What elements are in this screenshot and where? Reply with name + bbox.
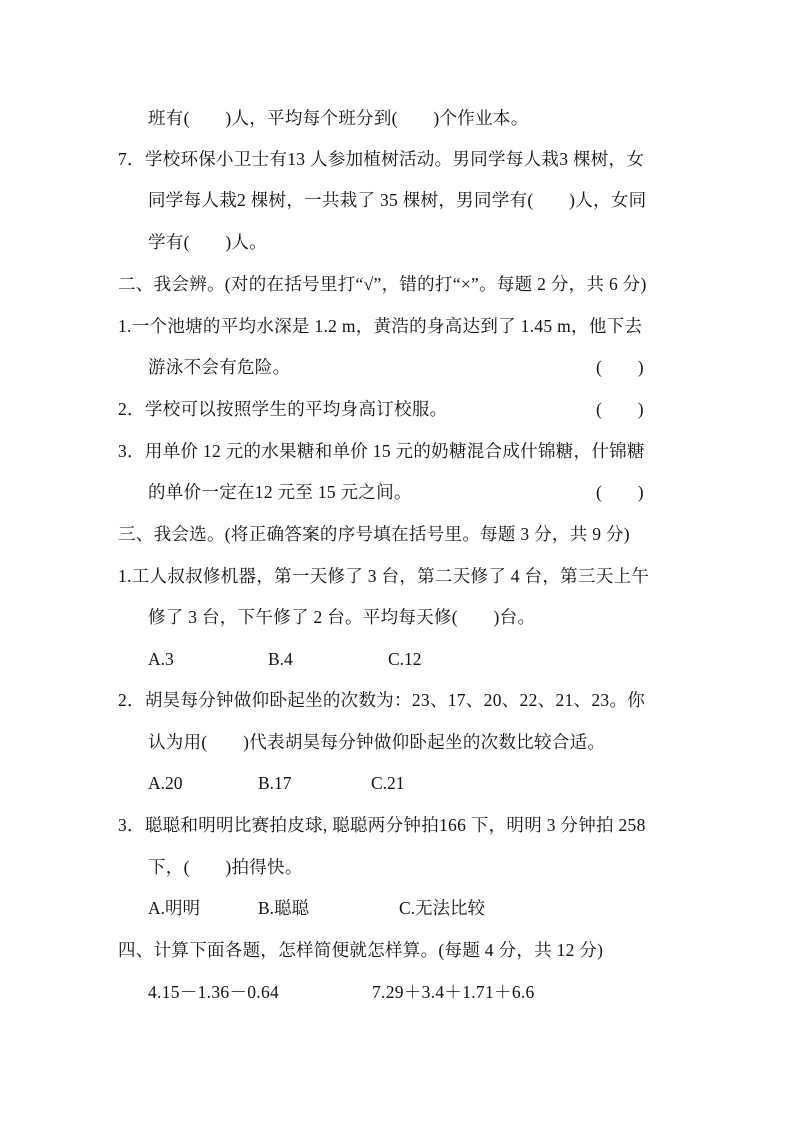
- choice-1-option-b[interactable]: B.4: [268, 649, 293, 669]
- choice-2-option-a[interactable]: A.20: [148, 773, 183, 793]
- choice-1-line-2: 修了 3 台，下午修了 2 台。平均每天修( )台。: [148, 607, 536, 627]
- choice-2-line-2: 认为用( )代表胡昊每分钟做仰卧起坐的次数比较合适。: [148, 732, 606, 752]
- judge-3-line-2: 的单价一定在12 元至 15 元之间。: [148, 482, 412, 502]
- choice-3-option-c[interactable]: C.无法比较: [399, 898, 486, 918]
- judge-2: 2．学校可以按照学生的平均身高订校服。: [118, 399, 448, 419]
- q7-line-1: 7．学校环保小卫士有13 人参加植树活动。男同学每人栽3 棵树，女: [118, 149, 645, 169]
- section-4-heading: 四、计算下面各题，怎样简便就怎样算。(每题 4 分，共 12 分): [118, 940, 604, 960]
- judge-3-line-1: 3．用单价 12 元的水果糖和单价 15 元的奶糖混合成什锦糖，什锦糖: [118, 441, 645, 461]
- judge-1-line-1: 1.一个池塘的平均水深是 1.2 m，黄浩的身高达到了 1.45 m，他下去: [118, 316, 643, 336]
- section-3-heading: 三、我会选。(将正确答案的序号填在括号里。每题 3 分，共 9 分): [118, 524, 630, 544]
- judge-3-answer-paren[interactable]: ( ): [596, 482, 644, 502]
- choice-3-option-a[interactable]: A.明明: [148, 898, 201, 918]
- section-2-heading: 二、我会辨。(对的在括号里打“√”，错的打“×”。每题 2 分，共 6 分): [118, 274, 647, 294]
- choice-2-option-b[interactable]: B.17: [258, 773, 292, 793]
- q6-continuation: 班有( )人，平均每个班分到( )个作业本。: [148, 108, 529, 128]
- q7-line-3: 学有( )人。: [148, 232, 268, 252]
- choice-1-line-1: 1.工人叔叔修机器，第一天修了 3 台，第二天修了 4 台，第三天上午: [118, 566, 650, 586]
- choice-1-option-a[interactable]: A.3: [148, 649, 174, 669]
- judge-1-line-2: 游泳不会有危险。: [148, 357, 291, 377]
- judge-2-answer-paren[interactable]: ( ): [596, 399, 644, 419]
- q7-line-2: 同学每人栽2 棵树，一共栽了 35 棵树，男同学有( )人，女同: [148, 190, 647, 210]
- judge-1-answer-paren[interactable]: ( ): [596, 357, 644, 377]
- choice-3-line-2: 下，( )拍得快。: [148, 857, 303, 877]
- choice-3-option-b[interactable]: B.聪聪: [258, 898, 310, 918]
- choice-2-line-1: 2．胡昊每分钟做仰卧起坐的次数为：23、17、20、22、21、23。你: [118, 690, 646, 710]
- calc-2-expression: 7.29＋3.4＋1.71＋6.6: [372, 982, 535, 1002]
- choice-2-option-c[interactable]: C.21: [371, 773, 405, 793]
- choice-1-option-c[interactable]: C.12: [388, 649, 422, 669]
- calc-1-expression: 4.15－1.36－0.64: [148, 982, 280, 1002]
- choice-3-line-1: 3．聪聪和明明比赛拍皮球, 聪聪两分钟拍166 下，明明 3 分钟拍 258: [118, 815, 646, 835]
